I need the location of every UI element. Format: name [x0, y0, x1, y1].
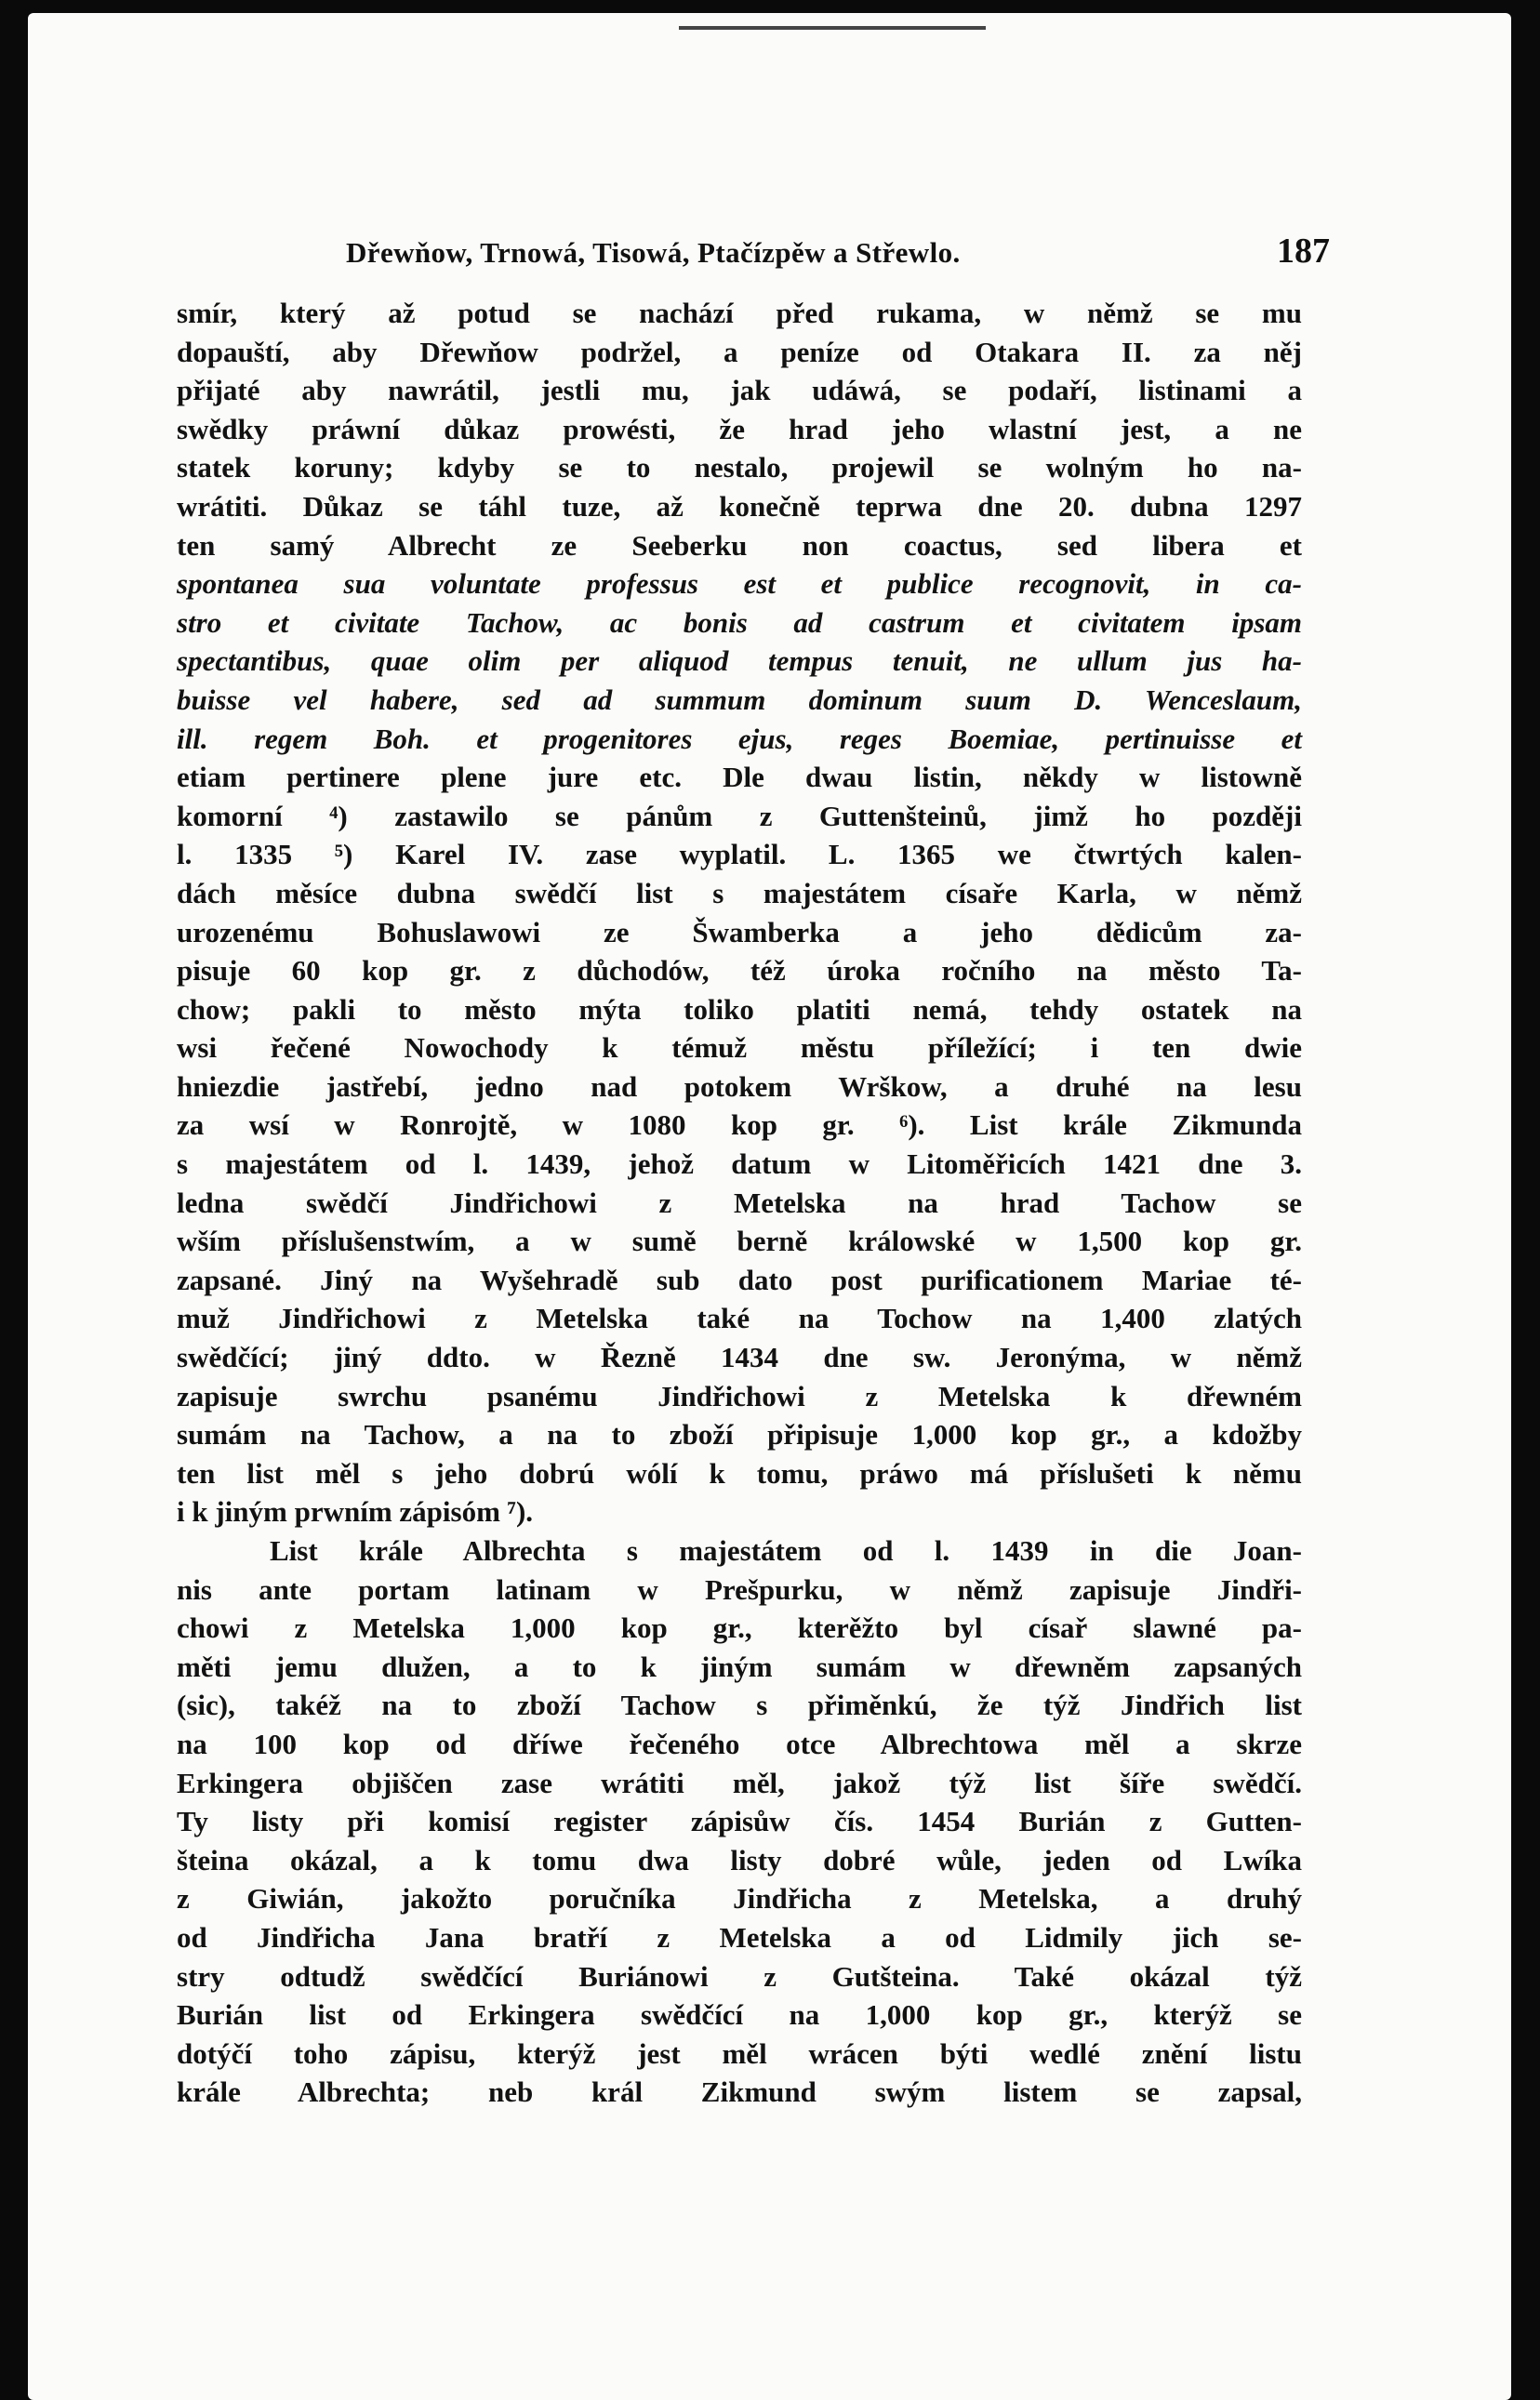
text-line: šteina okázal, a k tomu dwa listy dobré wůle, jeden od Lwíka — [177, 1843, 1302, 1876]
page-number: 187 — [1277, 232, 1330, 271]
page-edge-mark — [679, 26, 986, 30]
text-line: za wsí w Ronrojtě, w 1080 kop gr. ⁶). List krále Zikmunda — [177, 1108, 1302, 1142]
text-line: dotýčí toho zápisu, kterýž jest měl wrácen býti wedlé znění listu — [177, 2036, 1302, 2070]
text-line: urozenému Bohuslawowi ze Šwamberka a jeho dědicům za- — [177, 915, 1302, 948]
text-line: muž Jindřichowi z Metelska také na Tochow na 1,400 zlatých — [177, 1302, 1302, 1335]
text-line: swědky práwní důkaz prowésti, že hrad jeho wlastní jest, a ne — [177, 412, 1302, 445]
text-line: smír, který až potud se nachází před rukama, w němž se mu — [177, 297, 1302, 329]
text-line: od Jindřicha Jana bratří z Metelska a od Lidmily jich se- — [177, 1920, 1302, 1954]
text-line: komorní ⁴) zastawilo se pánům z Guttenšteinů, jimž ho později — [177, 799, 1302, 832]
text-line: statek koruny; kdyby se to nestalo, projewil se wolným ho na- — [177, 451, 1302, 484]
paragraph-1 — [177, 294, 1302, 1531]
running-title: Dřewňow, Trnowá, Tisowá, Ptačízpěw a Střewlo. — [346, 236, 961, 269]
text-line-latin: stro et civitate Tachow, ac bonis ad castrum et civitatem ipsam — [177, 605, 1302, 639]
text-line-latin: ill. regem Boh. et progenitores ejus, reges Boemiae, pertinuisse et — [177, 722, 1302, 755]
text-line: swědčící; jiný ddto. w Řezně 1434 dne sw. Jeronýma, w němž — [177, 1341, 1302, 1374]
text-line: krále Albrechta; neb král Zikmund swým listem se zapsal, — [177, 2075, 1302, 2109]
paragraph-2 — [177, 1531, 1302, 2112]
text-line: ledna swědčí Jindřichowi z Metelska na hrad Tachow se — [177, 1186, 1302, 1219]
text-line: dopauští, aby Dřewňow podržel, a peníze od Otakara II. za něj — [177, 335, 1302, 368]
text-line: sumám na Tachow, a na to zboží připisuje 1,000 kop gr., a kdožby — [177, 1418, 1302, 1452]
body-text — [177, 294, 1302, 2112]
text-line: wším příslušenstwím, a w sumě berně králowské w 1,500 kop gr. — [177, 1225, 1302, 1258]
text-line: měti jemu dlužen, a to k jiným sumám w dřewněm zapsaných — [177, 1650, 1302, 1683]
text-line: l. 1335 ⁵) Karel IV. zase wyplatil. L. 1365 we čtwrtých kalen- — [177, 838, 1302, 871]
text-line: ten samý Albrecht ze Seeberku non coactus, sed libera et — [177, 528, 1302, 562]
text-line: Burián list od Erkingera swědčící na 1,000 kop gr., kterýž se — [177, 1998, 1302, 2032]
text-line: etiam pertinere plene jure etc. Dle dwau listin, někdy w listowně — [177, 761, 1302, 794]
text-line: zapisuje swrchu psanému Jindřichowi z Metelska k dřewném — [177, 1379, 1302, 1412]
text-line: i k jiným prwním zápisóm ⁷). — [177, 1495, 534, 1529]
text-line: nis ante portam latinam w Prešpurku, w němž zapisuje Jindři- — [177, 1572, 1302, 1606]
text-line: ten list měl s jeho dobrú wólí k tomu, práwo má příslušeti k němu — [177, 1456, 1302, 1490]
text-line: wrátiti. Důkaz se táhl tuze, až konečně teprwa dne 20. dubna 1297 — [177, 489, 1302, 523]
text-line: z Giwián, jakožto poručníka Jindřicha z Metelska, a druhý — [177, 1882, 1302, 1916]
text-line: hniezdie jastřebí, jedno nad potokem Wrškow, a druhé na lesu — [177, 1069, 1302, 1103]
text-line: chow; pakli to město mýta toliko platiti nemá, tehdy ostatek na — [177, 992, 1302, 1026]
text-line-latin: buisse vel habere, sed ad summum dominum suum D. Wenceslaum, — [177, 683, 1302, 716]
text-line-latin: spectantibus, quae olim per aliquod tempus tenuit, ne ullum jus ha- — [177, 644, 1302, 678]
text-line-latin: spontanea sua voluntate professus est et publice recognovit, in ca- — [177, 567, 1302, 601]
text-line: wsi řečené Nowochody k témuž městu příležící; i ten dwie — [177, 1031, 1302, 1065]
text-line: (sic), takéž na to zboží Tachow s přiměnkú, že týž Jindřich list — [177, 1689, 1302, 1722]
text-line: List krále Albrechta s majestátem od l. 1439 in die Joan- — [270, 1534, 1302, 1567]
text-line: Erkingera objiščen zase wrátiti měl, jakož týž list šíře swědčí. — [177, 1766, 1302, 1799]
text-line: dách měsíce dubna swědčí list s majestátem císaře Karla, w němž — [177, 876, 1302, 909]
text-line: zapsané. Jiný na Wyšehradě sub dato post purificationem Mariae té- — [177, 1263, 1302, 1296]
text-line: Ty listy při komisí register zápisůw čís. 1454 Burián z Gutten- — [177, 1805, 1302, 1838]
text-line: pisuje 60 kop gr. z důchodów, též úroka ročního na město Ta- — [177, 954, 1302, 988]
text-line: přijaté aby nawrátil, jestli mu, jak udáwá, se podaří, listinami a — [177, 374, 1302, 407]
text-line: na 100 kop od dříwe řečeného otce Albrechtowa měl a skrze — [177, 1727, 1302, 1760]
text-line: chowi z Metelska 1,000 kop gr., kterěžto byl císař slawné pa- — [177, 1611, 1302, 1645]
page-header — [205, 229, 1330, 285]
text-line: stry odtudž swědčící Buriánowi z Gutšteina. Také okázal týž — [177, 1959, 1302, 1993]
text-line: s majestátem od l. 1439, jehož datum w Litoměřicích 1421 dne 3. — [177, 1147, 1302, 1181]
